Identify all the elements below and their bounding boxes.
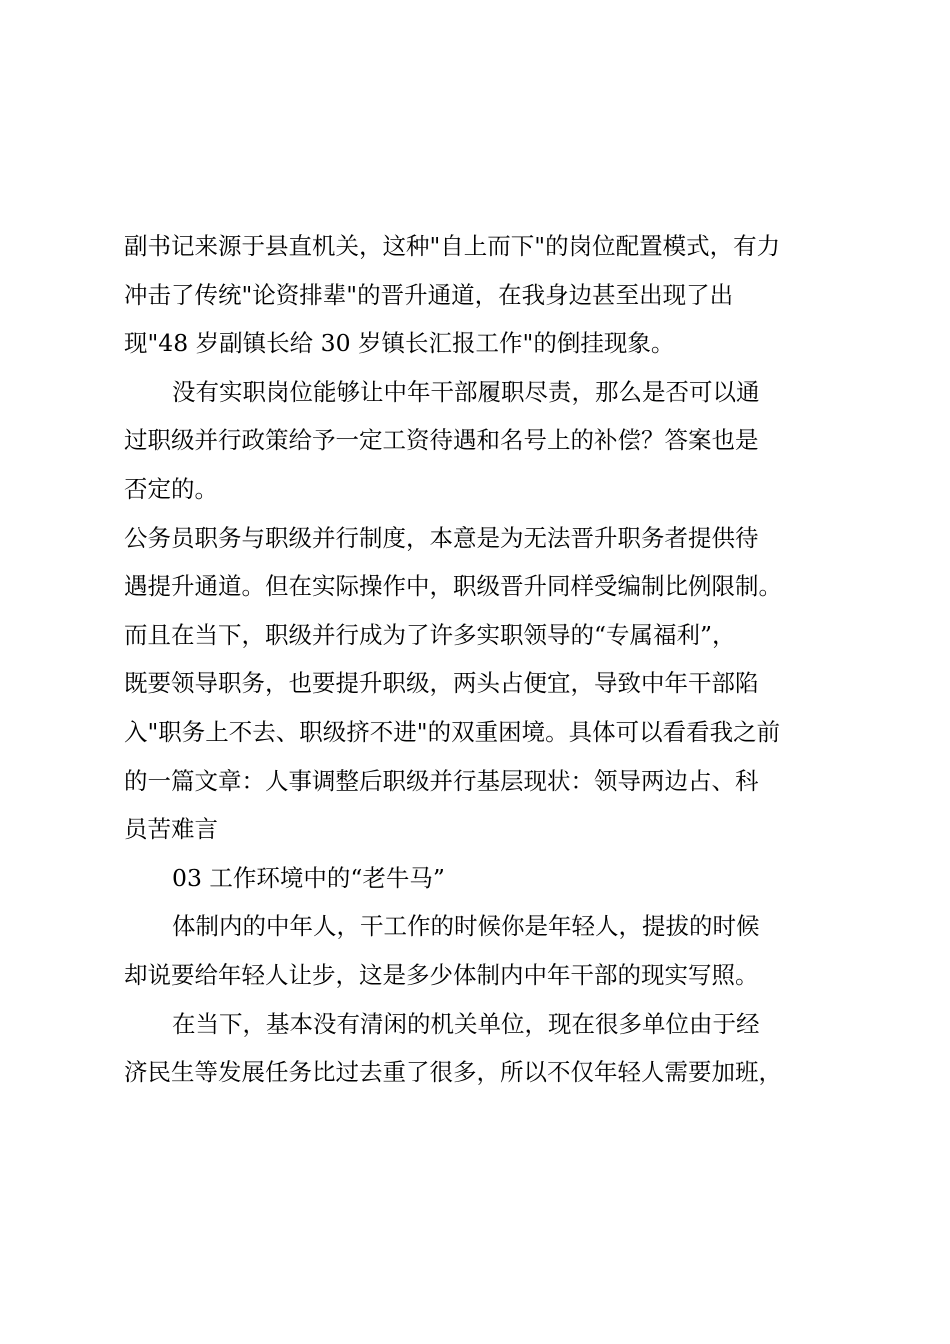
text-line: 而且在当下，职级并行成为了许多实职领导的“专属福利”， [124, 620, 736, 649]
text-line: 体制内的中年人，干工作的时候你是年轻人，提拔的时候 [172, 912, 760, 941]
document-body [124, 222, 844, 1097]
text-line: 遇提升通道。但在实际操作中，职级晋升同样受编制比例限制。 [124, 572, 782, 601]
text-line: 员苦难言 [124, 815, 218, 844]
section-heading: 03 工作环境中的“老牛马” [172, 863, 445, 892]
text-line: 既要领导职务，也要提升职级，两头占便宜，导致中年干部陷 [124, 669, 759, 698]
text-line: 入"职务上不去、职级挤不进"的双重困境。具体可以看看我之前 [124, 717, 781, 746]
text-line: 没有实职岗位能够让中年干部履职尽责，那么是否可以通 [172, 377, 760, 406]
text-line: 却说要给年轻人让步，这是多少体制内中年干部的现实写照。 [124, 960, 759, 989]
text-line: 冲击了传统"论资排辈"的晋升通道，在我身边甚至出现了出 [124, 280, 734, 309]
text-line: 副书记来源于县直机关，这种"自上而下"的岗位配置模式，有力 [124, 232, 781, 260]
text-line: 过职级并行政策给予一定工资待遇和名号上的补偿？答案也是 [124, 426, 759, 455]
text-line: 否定的。 [124, 474, 218, 503]
text-line: 现"48 岁副镇长给 30 岁镇长汇报工作"的倒挂现象。 [124, 329, 675, 358]
text-line: 的一篇文章：人事调整后职级并行基层现状：领导两边占、科 [124, 766, 759, 795]
text-line: 公务员职务与职级并行制度，本意是为无法晋升职务者提供待 [124, 523, 759, 552]
text-line: 济民生等发展任务比过去重了很多，所以不仅年轻人需要加班， [124, 1058, 782, 1087]
text-line: 在当下，基本没有清闲的机关单位，现在很多单位由于经 [172, 1009, 760, 1038]
